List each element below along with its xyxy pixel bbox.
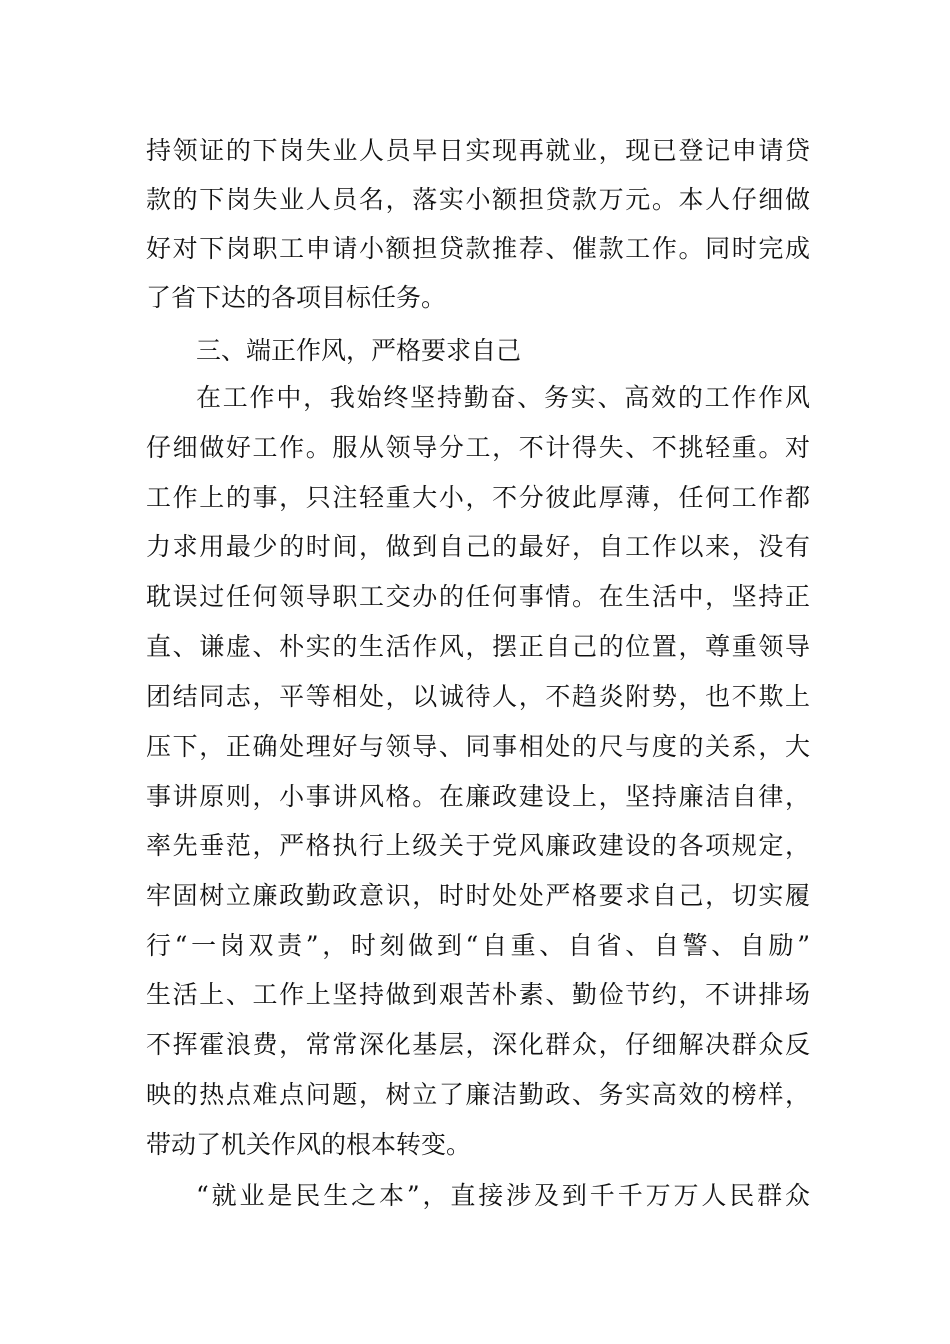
text-line: 行“一岗双责”，时刻做到“自重、自省、自警、自励” xyxy=(146,931,810,960)
text-line: 率先垂范，严格执行上级关于党风廉政建设的各项规定， xyxy=(146,831,810,860)
text-line: 持领证的下岗失业人员早日实现再就业，现已登记申请贷 xyxy=(146,136,810,165)
text-line: 映的热点难点问题，树立了廉洁勤政、务实高效的榜样， xyxy=(146,1080,810,1109)
text-line: 工作上的事，只注轻重大小，不分彼此厚薄，任何工作都 xyxy=(146,483,810,512)
text-line: 好对下岗职工申请小额担贷款推荐、催款工作。同时完成 xyxy=(146,234,810,263)
text-line: 在工作中，我始终坚持勤奋、务实、高效的工作作风 xyxy=(196,383,810,412)
text-line: 力求用最少的时间，做到自己的最好，自工作以来，没有 xyxy=(146,532,810,561)
text-line: 不挥霍浪费，常常深化基层，深化群众，仔细解决群众反 xyxy=(146,1030,810,1059)
text-line: 事讲原则，小事讲风格。在廉政建设上，坚持廉洁自律， xyxy=(146,782,810,811)
text-line: 仔细做好工作。服从领导分工，不计得失、不挑轻重。对 xyxy=(146,433,810,462)
text-line: 团结同志，平等相处，以诚待人，不趋炎附势，也不欺上 xyxy=(146,682,810,711)
text-line: 带动了机关作风的根本转变。 xyxy=(146,1130,472,1159)
section-heading: 三、端正作风，严格要求自己 xyxy=(196,336,522,365)
text-line: 生活上、工作上坚持做到艰苦朴素、勤俭节约，不讲排场 xyxy=(146,980,810,1009)
text-line: 款的下岗失业人员名，落实小额担贷款万元。本人仔细做 xyxy=(146,185,810,214)
text-line: 直、谦虚、朴实的生活作风，摆正自己的位置，尊重领导 xyxy=(146,632,810,661)
text-line: 了省下达的各项目标任务。 xyxy=(146,283,447,312)
text-line: 压下，正确处理好与领导、同事相处的尺与度的关系，大 xyxy=(146,732,810,761)
text-line: 牢固树立廉政勤政意识，时时处处严格要求自己，切实履 xyxy=(146,881,810,910)
text-line: “就业是民生之本”，直接涉及到千千万万人民群众 xyxy=(196,1181,810,1210)
text-line: 耽误过任何领导职工交办的任何事情。在生活中，坚持正 xyxy=(146,582,810,611)
